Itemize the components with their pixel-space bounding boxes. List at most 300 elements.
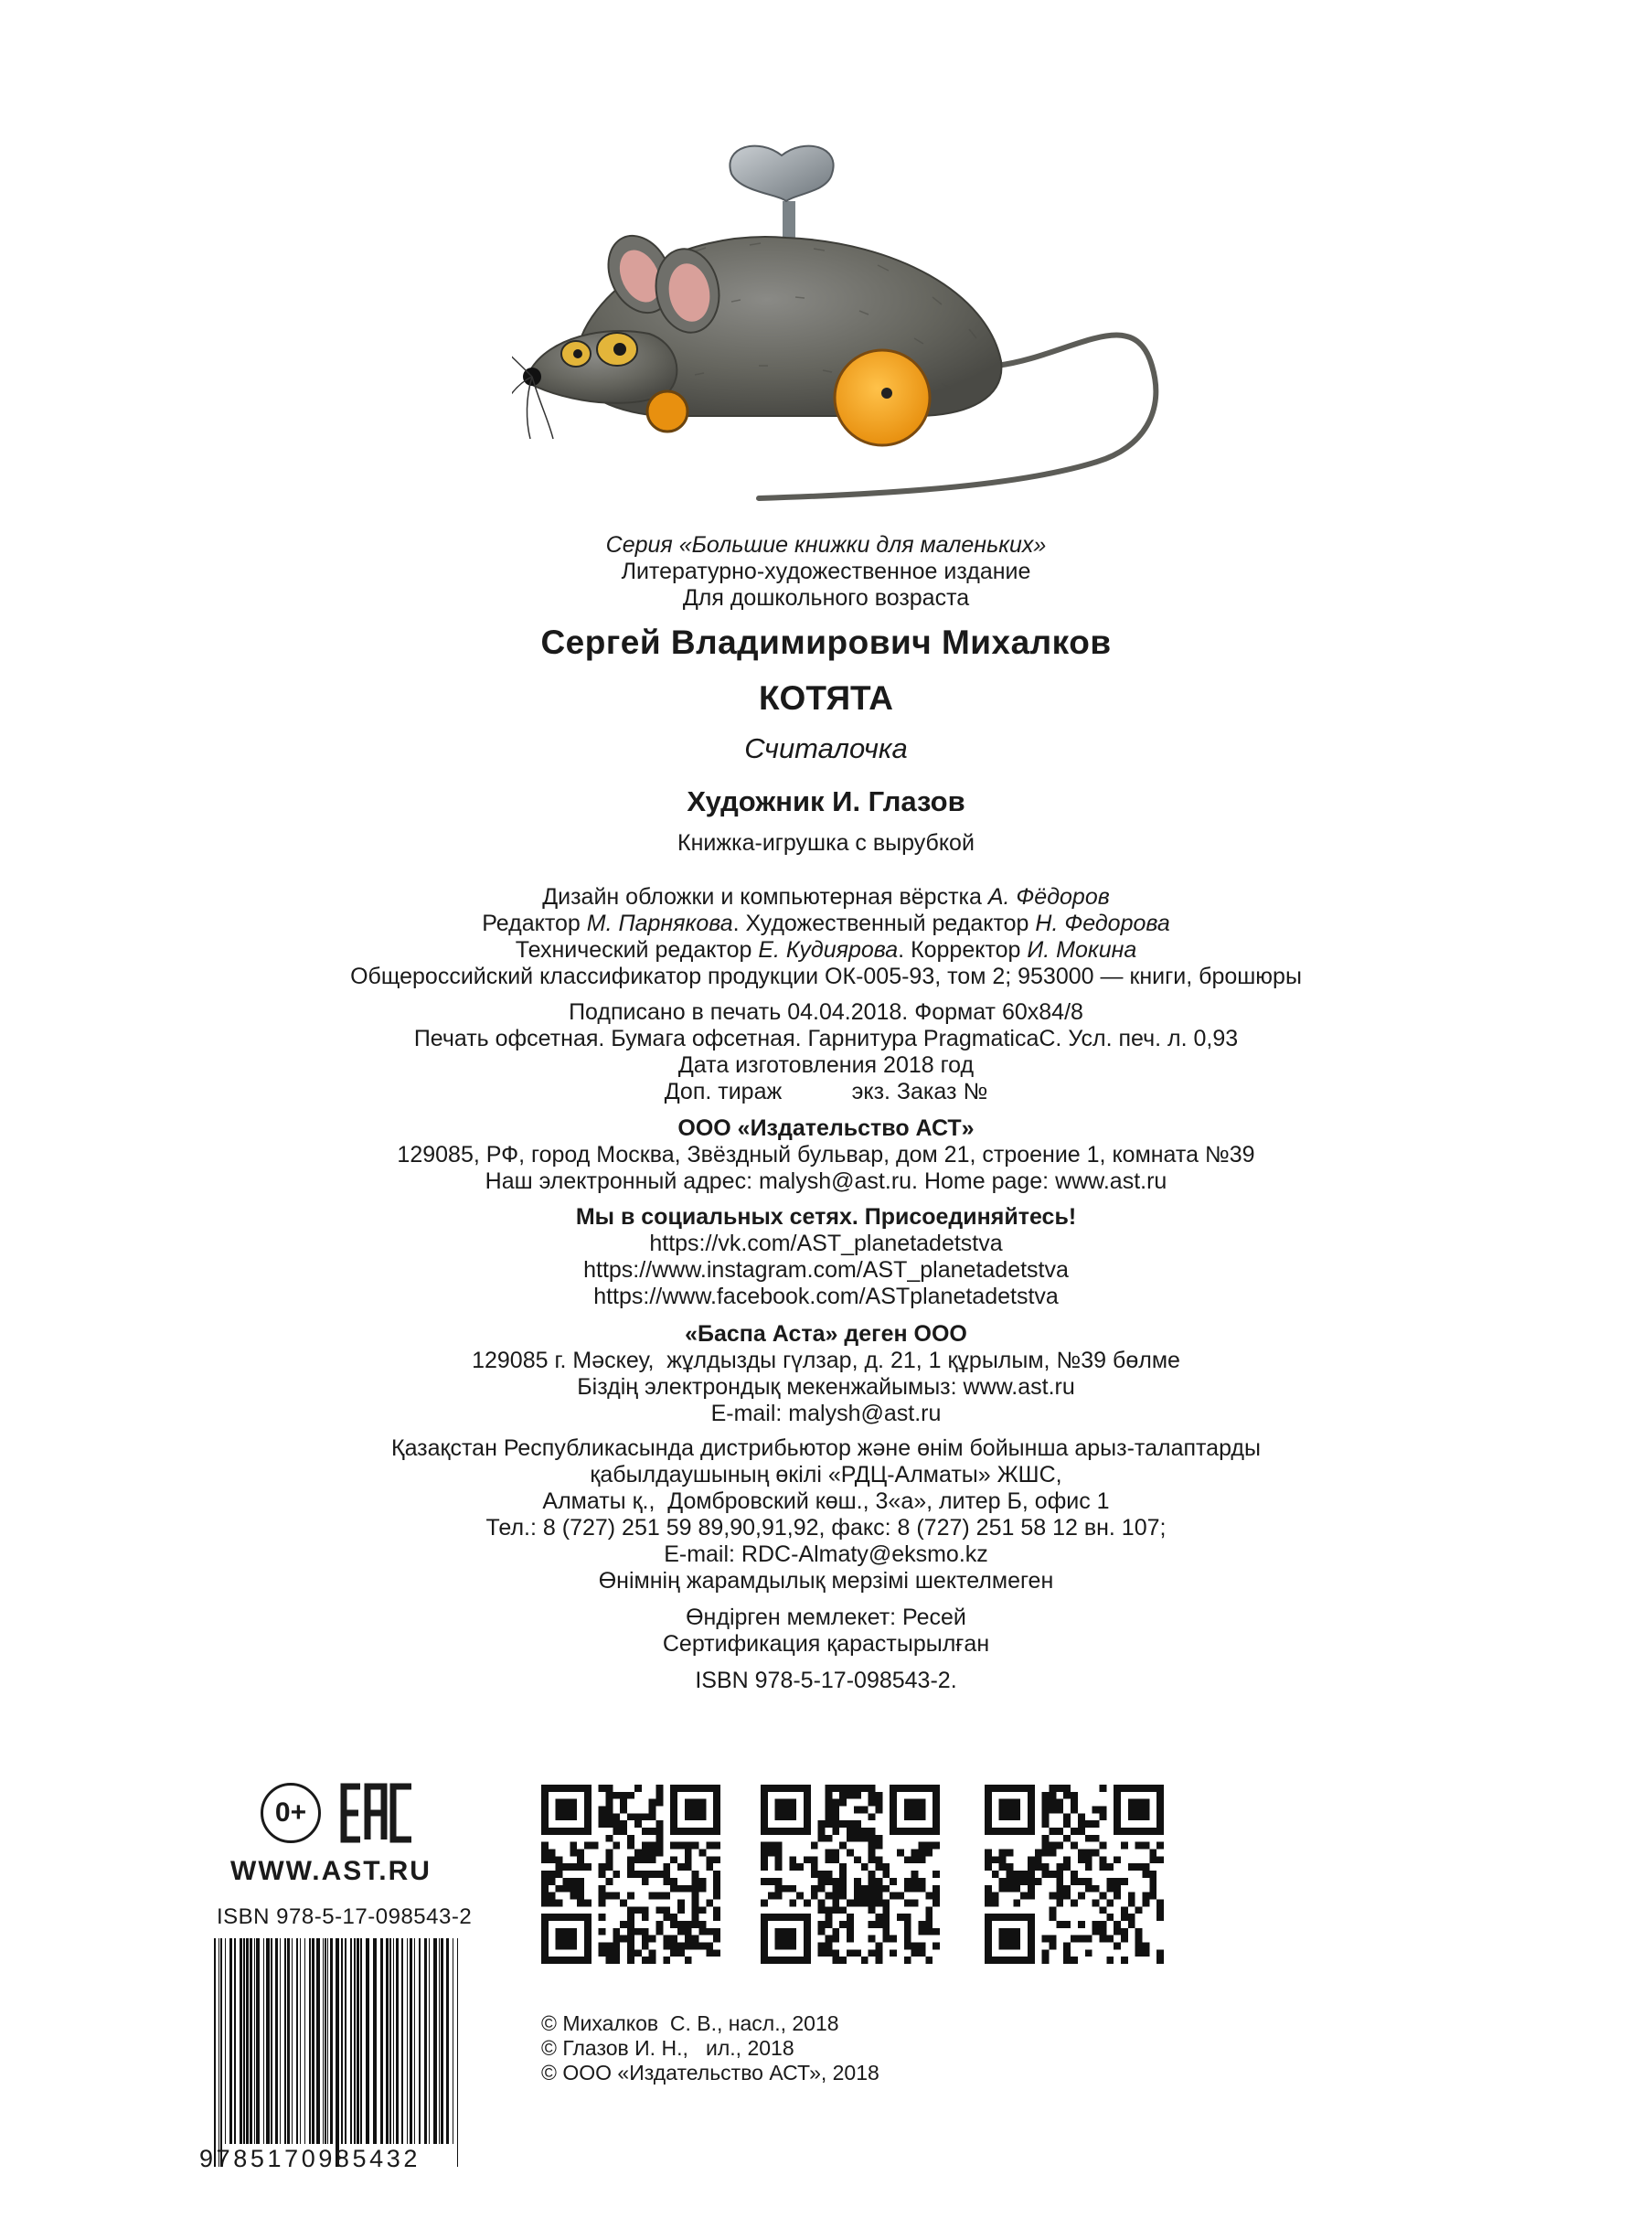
qr-module	[670, 1914, 677, 1921]
qr-module	[692, 1906, 699, 1914]
qr-module	[847, 1928, 854, 1935]
qr-module	[1071, 1899, 1078, 1906]
book-subtitle: Считалочка	[744, 732, 908, 764]
qr-module	[992, 1899, 999, 1906]
qr-module	[826, 1835, 833, 1842]
qr-module	[789, 1863, 796, 1871]
qr-module	[634, 1928, 642, 1935]
qr-module	[1106, 1899, 1114, 1906]
qr-module	[1156, 1949, 1164, 1957]
qr-module	[854, 1949, 861, 1957]
barcode-bar	[336, 1938, 339, 2167]
qr-module	[670, 1878, 677, 1885]
qr-module	[1106, 1957, 1114, 1964]
qr-module	[918, 1842, 925, 1850]
qr-module	[1121, 1957, 1128, 1964]
qr-module	[1050, 1942, 1057, 1949]
qr-module	[613, 1871, 620, 1878]
qr-module	[861, 1957, 869, 1964]
qr-module	[826, 1949, 833, 1957]
qr-module	[606, 1893, 613, 1900]
qr-module	[1099, 1856, 1106, 1863]
qr-module	[1020, 1893, 1028, 1900]
qr-module	[854, 1893, 861, 1900]
qr-module	[599, 1785, 606, 1792]
qr-module	[933, 1899, 940, 1906]
qr-module	[832, 1885, 839, 1893]
qr-module	[818, 1878, 826, 1885]
qr-module	[875, 1885, 882, 1893]
qr-module	[1063, 1957, 1071, 1964]
qr-module	[1092, 1899, 1100, 1906]
qr-module	[1078, 1820, 1085, 1828]
qr-module	[1128, 1899, 1135, 1906]
qr-module	[556, 1899, 563, 1906]
qr-module	[1013, 1885, 1020, 1893]
social-link-vk[interactable]: https://vk.com/AST_planetadetstva	[649, 1231, 1003, 1256]
qr-module	[1099, 1921, 1106, 1928]
series-line: Серия «Большие книжки для маленьких»	[605, 532, 1047, 558]
book-type	[0, 830, 1652, 857]
qr-module	[706, 1842, 713, 1850]
qr-finder	[775, 1799, 797, 1821]
qr-module	[1071, 1828, 1078, 1835]
qr-module	[818, 1921, 826, 1928]
qr-module	[875, 1949, 882, 1957]
qr-module	[698, 1928, 706, 1935]
qr-module	[713, 1856, 720, 1863]
qr-module	[839, 1863, 847, 1871]
qr-module	[606, 1813, 613, 1820]
qr-module	[649, 1799, 656, 1807]
qr-module	[882, 1885, 890, 1893]
qr-module	[1020, 1871, 1028, 1878]
qr-module	[1121, 1842, 1128, 1850]
qr-module	[832, 1785, 839, 1792]
qr-module	[875, 1921, 882, 1928]
qr-module	[599, 1813, 606, 1820]
qr-module	[1035, 1878, 1042, 1885]
qr-module	[933, 1928, 940, 1935]
qr-module	[911, 1850, 919, 1857]
qr-module	[685, 1921, 692, 1928]
qr-module	[826, 1799, 833, 1807]
qr-module	[832, 1899, 839, 1906]
qr-module	[925, 1906, 933, 1914]
barcode-bar	[323, 1938, 324, 2144]
qr-module	[1142, 1893, 1149, 1900]
qr-module	[685, 1856, 692, 1863]
qr-module	[985, 1885, 992, 1893]
qr-module	[1114, 1942, 1121, 1949]
qr-module	[1050, 1828, 1057, 1835]
qr-module	[655, 1906, 663, 1914]
qr-code[interactable]	[761, 1785, 940, 1964]
qr-module	[620, 1792, 627, 1799]
qr-module	[869, 1899, 876, 1906]
qr-module	[789, 1856, 796, 1863]
qr-module	[692, 1842, 699, 1850]
qr-module	[999, 1856, 1007, 1863]
qr-module	[677, 1928, 685, 1935]
qr-module	[1092, 1835, 1100, 1842]
qr-module	[869, 1850, 876, 1857]
qr-module	[1135, 1935, 1143, 1943]
qr-module	[1042, 1957, 1050, 1964]
qr-module	[1063, 1942, 1071, 1949]
credit-design	[0, 884, 1652, 911]
qr-module	[613, 1842, 620, 1850]
qr-module	[761, 1850, 768, 1857]
qr-module	[627, 1863, 634, 1871]
qr-module	[1035, 1850, 1042, 1857]
qr-module	[698, 1885, 706, 1893]
qr-module	[642, 1856, 649, 1863]
qr-module	[577, 1893, 584, 1900]
qr-module	[832, 1878, 839, 1885]
barcode-isbn-label: ISBN 978-5-17-098543-2	[217, 1904, 473, 1929]
qr-module	[875, 1942, 882, 1949]
qr-module	[1042, 1799, 1050, 1807]
qr-module	[685, 1863, 692, 1871]
barcode-bar	[225, 1938, 226, 2144]
qr-module	[563, 1878, 570, 1885]
qr-module	[685, 1928, 692, 1935]
qr-module	[1056, 1828, 1063, 1835]
qr-module	[985, 1856, 992, 1863]
qr-module	[599, 1928, 606, 1935]
qr-module	[713, 1928, 720, 1935]
qr-module	[826, 1807, 833, 1814]
qr-module	[1142, 1863, 1149, 1871]
qr-finder	[904, 1799, 926, 1821]
qr-module	[556, 1885, 563, 1893]
qr-module	[875, 1878, 882, 1885]
barcode-bar	[220, 1938, 222, 2167]
qr-module	[811, 1856, 818, 1863]
qr-module	[861, 1785, 869, 1792]
qr-module	[925, 1850, 933, 1857]
credit-corrector-label: . Корректор	[898, 937, 1028, 963]
qr-module	[861, 1885, 869, 1893]
qr-module	[875, 1899, 882, 1906]
qr-module	[649, 1842, 656, 1850]
qr-module	[620, 1799, 627, 1807]
qr-module	[1050, 1871, 1057, 1878]
qr-module	[775, 1863, 783, 1871]
qr-module	[670, 1935, 677, 1943]
origin-cert: Сертификация қарастырылған	[662, 1631, 990, 1657]
qr-module	[713, 1949, 720, 1957]
qr-module	[911, 1899, 919, 1906]
qr-module	[663, 1878, 670, 1885]
qr-module	[655, 1828, 663, 1835]
social-link-facebook[interactable]: https://www.facebook.com/ASTplanetadetstva	[593, 1284, 1059, 1309]
qr-module	[1063, 1813, 1071, 1820]
qr-module	[613, 1949, 620, 1957]
qr-module	[1106, 1914, 1114, 1921]
barcode-bar	[250, 1938, 252, 2144]
qr-module	[677, 1885, 685, 1893]
qr-module	[1149, 1850, 1156, 1857]
qr-module	[1007, 1850, 1014, 1857]
qr-module	[627, 1792, 634, 1799]
qr-module	[606, 1863, 613, 1871]
qr-module	[549, 1871, 556, 1878]
qr-module	[1149, 1893, 1156, 1900]
qr-module	[599, 1863, 606, 1871]
qr-module	[933, 1942, 940, 1949]
qr-module	[1056, 1863, 1063, 1871]
qr-module	[882, 1906, 890, 1914]
distributor-line: қабылдаушының өкілі «РДЦ-Алматы» ЖШС,	[590, 1462, 1062, 1488]
qr-module	[1078, 1850, 1085, 1857]
qr-module	[1121, 1914, 1128, 1921]
barcode-bar	[243, 1938, 245, 2144]
qr-finder	[556, 1928, 578, 1950]
barcode-bar	[457, 1938, 458, 2167]
qr-module	[1128, 1893, 1135, 1900]
qr-module	[925, 1893, 933, 1900]
qr-module	[826, 1856, 833, 1863]
qr-module	[904, 1885, 911, 1893]
qr-module	[613, 1813, 620, 1820]
qr-module	[556, 1863, 563, 1871]
qr-module	[1007, 1878, 1014, 1885]
qr-module	[1085, 1863, 1092, 1871]
barcode-bar	[401, 1938, 403, 2144]
barcode-bar	[271, 1938, 272, 2144]
qr-module	[627, 1856, 634, 1863]
qr-module	[1114, 1878, 1121, 1885]
print-info-block	[0, 999, 1652, 1105]
qr-module	[649, 1957, 656, 1964]
barcode-bar	[386, 1938, 389, 2144]
qr-module	[713, 1871, 720, 1878]
qr-module	[1056, 1842, 1063, 1850]
book-title: КОТЯТА	[758, 679, 894, 717]
qr-module	[847, 1835, 854, 1842]
qr-module	[570, 1842, 577, 1850]
qr-module	[1078, 1935, 1085, 1943]
credit-editors	[0, 911, 1652, 937]
qr-module	[804, 1856, 811, 1863]
qr-module	[854, 1885, 861, 1893]
eac-mark-icon	[340, 1783, 415, 1843]
qr-module	[1028, 1893, 1035, 1900]
qr-module	[599, 1871, 606, 1878]
qr-module	[563, 1885, 570, 1893]
qr-module	[584, 1899, 592, 1906]
qr-module	[685, 1842, 692, 1850]
qr-module	[911, 1942, 919, 1949]
qr-module	[606, 1878, 613, 1885]
barcode-bar	[327, 1938, 328, 2144]
qr-module	[655, 1893, 663, 1900]
qr-module	[826, 1785, 833, 1792]
qr-module	[811, 1842, 818, 1850]
qr-module	[698, 1921, 706, 1928]
distributor-line: Қазақстан Республикасында дистрибьютор және өнім бойынша арыз-талаптарды	[391, 1435, 1261, 1461]
qr-module	[642, 1842, 649, 1850]
qr-module	[1092, 1928, 1100, 1935]
qr-module	[796, 1863, 804, 1871]
qr-module	[811, 1885, 818, 1893]
qr-module	[1099, 1813, 1106, 1820]
qr-module	[1142, 1949, 1149, 1957]
qr-module	[826, 1792, 833, 1799]
qr-module	[875, 1914, 882, 1921]
qr-module	[1063, 1835, 1071, 1842]
qr-module	[1028, 1878, 1035, 1885]
qr-module	[655, 1842, 663, 1850]
qr-module	[875, 1807, 882, 1814]
qr-code[interactable]	[541, 1785, 720, 1964]
social-heading: Мы в социальных сетях. Присоединяйтесь!	[575, 1204, 1077, 1230]
qr-module	[1149, 1871, 1156, 1878]
qr-module	[761, 1842, 768, 1850]
age-group: Для дошкольного возраста	[682, 585, 970, 611]
book-author: Сергей Владимирович Михалков	[540, 624, 1112, 661]
qr-module	[933, 1893, 940, 1900]
qr-module	[1114, 1856, 1121, 1863]
qr-module	[1056, 1878, 1063, 1885]
qr-module	[577, 1885, 584, 1893]
qr-module	[854, 1792, 861, 1799]
qr-module	[663, 1957, 670, 1964]
qr-module	[826, 1820, 833, 1828]
qr-module	[904, 1921, 911, 1928]
qr-module	[1099, 1928, 1106, 1935]
qr-module	[541, 1878, 549, 1885]
qr-module	[1099, 1863, 1106, 1871]
credit-design-label: Дизайн обложки и компьютерная вёрстка	[542, 884, 988, 910]
qr-module	[1128, 1921, 1135, 1928]
qr-module	[1085, 1856, 1092, 1863]
qr-module	[985, 1850, 992, 1857]
distributor-block	[0, 1435, 1652, 1594]
qr-module	[832, 1906, 839, 1914]
barcode-bar	[218, 1938, 219, 2167]
qr-module	[933, 1885, 940, 1893]
qr-module	[613, 1820, 620, 1828]
qr-module	[818, 1899, 826, 1906]
qr-module	[826, 1850, 833, 1857]
qr-module	[1035, 1856, 1042, 1863]
qr-module	[768, 1842, 775, 1850]
qr-module	[634, 1871, 642, 1878]
qr-module	[1149, 1878, 1156, 1885]
kazakh-publisher-email: E-mail: malysh@ast.ru	[710, 1401, 942, 1426]
qr-module	[1042, 1871, 1050, 1878]
barcode-bar	[275, 1938, 278, 2144]
qr-module	[642, 1957, 649, 1964]
qr-module	[832, 1856, 839, 1863]
barcode-bar	[433, 1938, 437, 2144]
qr-module	[861, 1893, 869, 1900]
qr-module	[861, 1899, 869, 1906]
qr-module	[570, 1885, 577, 1893]
qr-module	[918, 1928, 925, 1935]
qr-code[interactable]	[985, 1785, 1164, 1964]
qr-module	[847, 1921, 854, 1928]
qr-module	[775, 1842, 783, 1850]
qr-finder	[999, 1799, 1021, 1821]
qr-module	[677, 1842, 685, 1850]
qr-module	[627, 1893, 634, 1900]
qr-module	[869, 1785, 876, 1792]
qr-module	[663, 1935, 670, 1943]
qr-module	[692, 1893, 699, 1900]
qr-module	[606, 1799, 613, 1807]
barcode-bar	[312, 1938, 314, 2144]
qr-module	[911, 1885, 919, 1893]
qr-module	[706, 1899, 713, 1906]
qr-module	[1013, 1878, 1020, 1885]
qr-module	[541, 1850, 549, 1857]
barcode-bar	[389, 1938, 391, 2144]
qr-module	[677, 1863, 685, 1871]
qr-module	[882, 1935, 890, 1943]
barcode-bar	[292, 1938, 293, 2144]
qr-module	[627, 1835, 634, 1842]
qr-module	[1063, 1820, 1071, 1828]
qr-module	[775, 1850, 783, 1857]
qr-module	[627, 1914, 634, 1921]
qr-module	[649, 1949, 656, 1957]
qr-module	[1050, 1914, 1057, 1921]
qr-module	[584, 1842, 592, 1850]
qr-module	[1050, 1842, 1057, 1850]
qr-module	[620, 1820, 627, 1828]
qr-module	[897, 1893, 904, 1900]
barcode-bar	[287, 1938, 290, 2144]
publisher-website[interactable]: WWW.AST.RU	[230, 1856, 432, 1886]
qr-module	[670, 1842, 677, 1850]
qr-module	[861, 1807, 869, 1814]
qr-module	[613, 1792, 620, 1799]
qr-module	[869, 1906, 876, 1914]
qr-finder	[999, 1928, 1021, 1950]
qr-module	[869, 1935, 876, 1943]
qr-module	[775, 1893, 783, 1900]
barcode-bar	[266, 1938, 270, 2144]
print-paper: Печать офсетная. Бумага офсетная. Гарнитура PragmaticaC. Усл. печ. л. 0,93	[413, 1026, 1239, 1051]
qr-module	[642, 1906, 649, 1914]
qr-module	[847, 1820, 854, 1828]
qr-module	[663, 1893, 670, 1900]
barcode-bar	[350, 1938, 352, 2144]
qr-module	[869, 1835, 876, 1842]
qr-module	[904, 1957, 911, 1964]
social-link-instagram[interactable]: https://www.instagram.com/AST_planetadetstva	[583, 1257, 1069, 1283]
qr-module	[1042, 1842, 1050, 1850]
qr-module	[1028, 1856, 1035, 1863]
qr-module	[918, 1885, 925, 1893]
wind-up-key	[730, 146, 833, 247]
barcode-bar	[254, 1938, 255, 2144]
qr-module	[692, 1885, 699, 1893]
qr-finder	[556, 1799, 578, 1821]
barcode-bar	[357, 1938, 359, 2144]
qr-module	[685, 1942, 692, 1949]
barcode-bar	[300, 1938, 301, 2144]
credit-art-editor-label: . Художественный редактор	[732, 911, 1036, 936]
qr-module	[1078, 1828, 1085, 1835]
qr-module	[655, 1850, 663, 1857]
qr-module	[1092, 1807, 1100, 1814]
qr-module	[677, 1942, 685, 1949]
